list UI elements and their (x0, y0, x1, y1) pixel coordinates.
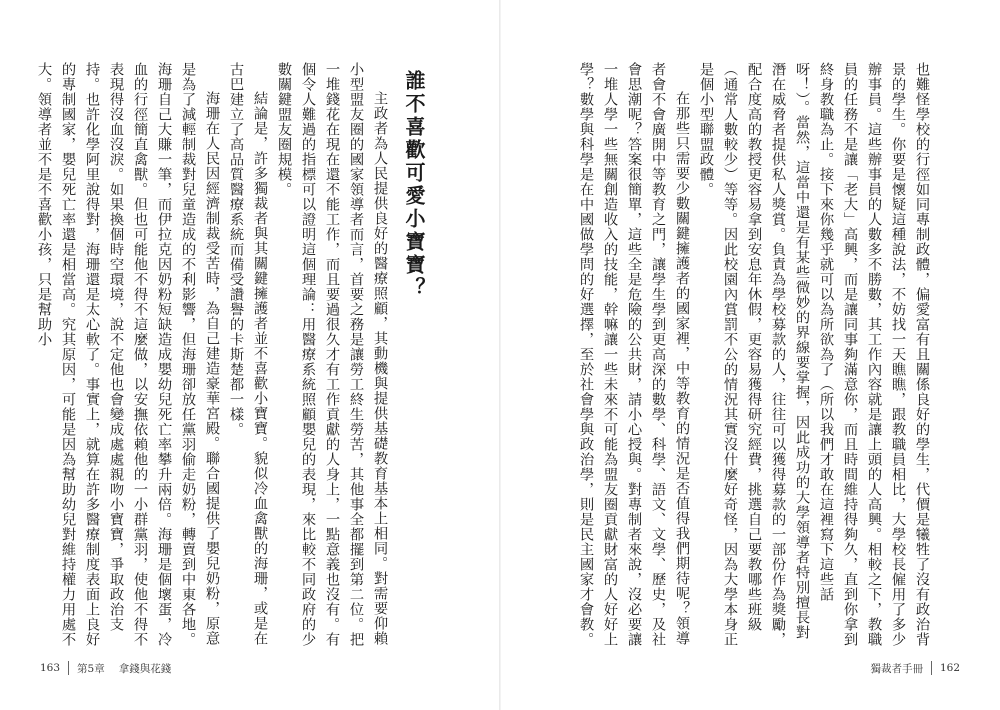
paragraph: 主政者為人民提供良好的醫療照顧，其動機與提供基礎教育基本上相同。對需要仰賴小型盟友圈的國家領導者而言，首要之務是讓勞工終生勞苦，其他事全都擺到第二位。把一堆錢花在現在還不能工作，而且要過很久才有工作貢獻的人身上，一點意義也沒有。有個令人難過的指標可以證明這個理論：用醫療系統照顧嬰兒的表現，來比較不同政府的少數關鍵盟友圈規模。 (276, 62, 388, 647)
paragraph: 也難怪學校的行徑如同專制政體，偏愛富有且關係良好的學生，代價是犧牲了沒有政治背景的學生。你要是懷疑這種說法，不妨找一天瞧瞧，跟教職員相比，大學校長僱用了多少辦事員。這些辦事員的人數多不勝數，其工作內容就是讓上頭的人高興。相較之下，教職員的任務不是讓「老大」高興，而是讓同事夠滿意你，而且時間維持得夠久，直到你拿到終身教職為止。接下來你幾乎就可以為所欲為了（所以我們才敢在這裡寫下這些話呀！）。當然，這當中還是有某些微妙的界線要掌握，因此成功的大學領導者特別擅長對潛在威脅者提供私人獎賞。負責為學校募款的人，往往可以獲得募款的一部份作為獎勵，配合度高的教授更容易拿到安息年休假，更容易獲得研究經費，挑選自己要教哪些班級（通常人數較少）等等。因此校園內賞罰不公的情況其實沒什麼好奇怪，因為大學本身正是個小型聯盟政體。 (698, 62, 930, 647)
chapter-label: 第5章 (77, 662, 105, 675)
paragraph: 在那些只需要少數關鍵擁護者的國家裡，中等教育的情況是否值得我們期待呢？領導者會不會廣開中等教育之門，讓學生學到更高深的數學、科學、語文、文學、歷史，及社會思潮呢？答案很簡單，這些全是危險的公共財，請小心授與。對專制者來說，沒必要讓一堆人學一些無關創造收入的技能，幹嘛讓一些未來不可能為盟友圈貢獻財富的人好好上學？數學與科學是在中國做學問的好選擇，至於社會學與政治學，則是民主國家才會教。 (578, 62, 690, 647)
right-page-footer (870, 658, 960, 678)
left-page-footer (40, 658, 171, 678)
paragraph: 結論是，許多獨裁者與其關鍵擁護者並不喜歡小寶寶。貌似冷血禽獸的海珊，或是在古巴建立了高品質醫療系統而備受讚譽的卡斯楚都一樣。 (228, 62, 268, 646)
page-number: 162 (939, 662, 960, 674)
page-number: 163 (40, 662, 61, 674)
section-heading: 誰不喜歡可愛小寶寶？ (402, 70, 426, 300)
paragraph: 海珊在人民因經濟制裁受苦時，為自己建造豪華宮殿。聯合國提供了嬰兒奶粉，原意是為了減輕制裁對兒童造成的不利影響，但海珊卻放任黨羽偷走奶粉，轉賣到中東各地。海珊自己大賺一筆，而伊拉克因奶粉短缺造成嬰幼兒死亡率攀升兩倍。海珊是個壞蛋，冷血的行徑簡直禽獸。但也可能他不得不這麼做，以安撫依賴他的一小群黨羽，使他不得不表現得沒血沒淚。如果換個時空環境，說不定他也會變成處處親吻小寶寶，爭取政治支持。也許化學阿里說得對，海珊還是太心軟了。事實上，就算在許多醫療制度表面上良好的專制國家，嬰兒死亡率還是相當高。究其原因，可能是因為幫助幼兒對維持權力用處不大。領導者並不是不喜歡小孩，只是幫助小 (36, 62, 220, 647)
footer-divider (68, 661, 69, 675)
left-page-body (0, 62, 392, 647)
page-gutter (499, 0, 501, 710)
book-title: 獨裁者手冊 (870, 662, 923, 675)
chapter-title: 拿錢與花錢 (118, 662, 172, 675)
right-page-body (534, 62, 934, 647)
footer-divider (931, 661, 932, 675)
